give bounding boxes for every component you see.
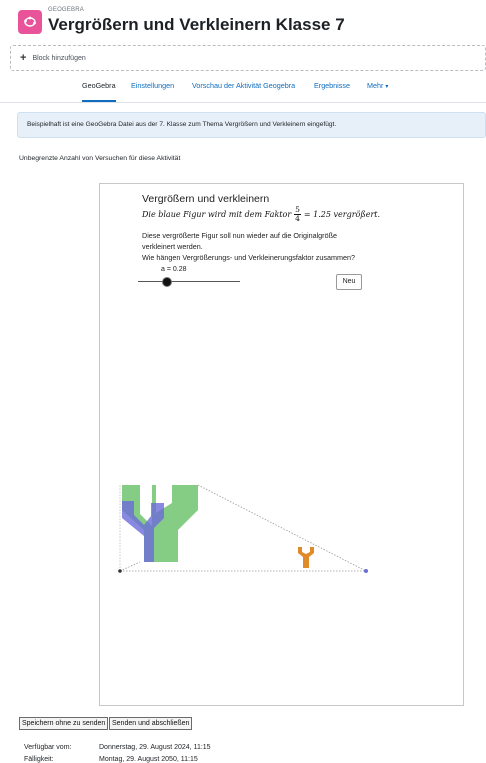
page-header (0, 0, 486, 42)
submit-and-finish-button[interactable]: Senden und abschließen (109, 717, 192, 730)
geogebra-activity-icon (18, 10, 42, 34)
task-line-2: verkleinert werden. (142, 242, 203, 251)
add-block-button[interactable] (10, 45, 486, 71)
center-point (118, 569, 122, 573)
due-date-value: Montag, 29. August 2050, 11:15 (99, 756, 198, 763)
page-title: Vergrößern und Verkleinern Klasse 7 (48, 15, 345, 34)
guide-line-short (120, 562, 140, 571)
corner-point (364, 569, 368, 573)
available-from-label: Verfügbar vom: (24, 744, 72, 751)
tab-vorschau[interactable]: Vorschau der Aktivität Geogebra (192, 81, 296, 90)
formula-text-before: Die blaue Figur wird mit dem Faktor (142, 210, 292, 219)
task-line-1: Diese vergrößerte Figur soll nun wieder auf die Originalgröße (142, 231, 337, 240)
tab-ergebnisse[interactable]: Ergebnisse (314, 81, 350, 90)
task-line-3: Wie hängen Vergrößerungs- und Verkleinerungsfaktor zusammen? (142, 253, 355, 262)
geometry-canvas[interactable] (100, 184, 464, 706)
tab-mehr-label: Mehr (367, 81, 384, 90)
new-button[interactable]: Neu (336, 274, 362, 290)
fraction-denominator: 4 (295, 214, 300, 223)
tab-einstellungen[interactable]: Einstellungen (131, 81, 175, 90)
save-without-submit-button[interactable]: Speichern ohne zu senden (19, 717, 108, 730)
add-block-label: Block hinzufügen (32, 54, 86, 62)
formula-text-after: = 1.25 vergrößert. (303, 210, 381, 219)
available-from-value: Donnerstag, 29. August 2024, 11:15 (99, 744, 211, 751)
guide-line-top (198, 485, 366, 571)
secondary-navigation (0, 72, 486, 103)
tab-mehr[interactable] (367, 72, 388, 102)
tab-geogebra[interactable]: GeoGebra (82, 72, 116, 102)
applet-title: Vergrößern und verkleinern (142, 193, 270, 205)
attempts-info: Unbegrenzte Anzahl von Versuchen für diese Aktivität (19, 155, 181, 162)
due-date-label: Fälligkeit: (24, 756, 54, 763)
activity-description: Beispielhaft ist eine GeoGebra Datei aus der 7. Klasse zum Thema Vergrößern und Verkleinern eingefügt. (17, 112, 486, 138)
chevron-down-icon: ▾ (385, 84, 389, 90)
geogebra-applet[interactable] (99, 183, 464, 706)
plus-icon: + (20, 52, 27, 64)
orange-figure (298, 547, 314, 568)
activity-type-label: GEOGEBRA (48, 7, 84, 13)
slider-value-label: a = 0.28 (161, 266, 187, 273)
fraction-numerator: 5 (295, 205, 300, 214)
